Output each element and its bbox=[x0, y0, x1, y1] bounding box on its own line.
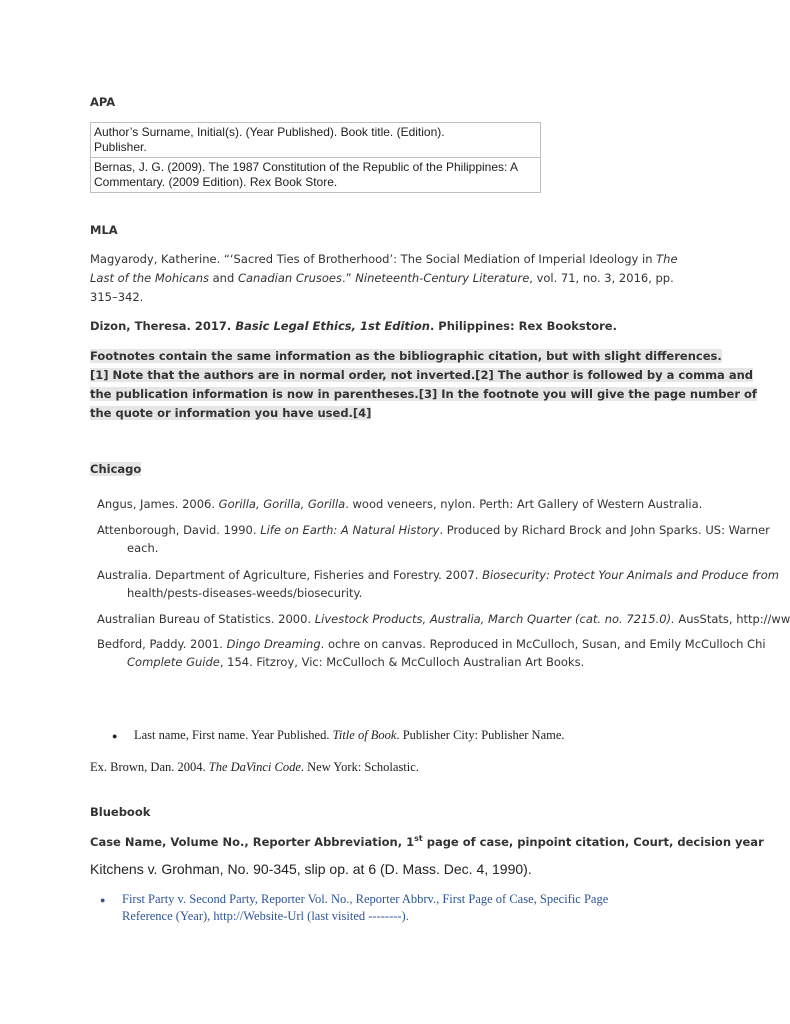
footnote-line: Footnotes contain the same information as the bibliographic citation, but with slight differences. bbox=[90, 349, 722, 363]
format-text: Last name, First name. Year Published. bbox=[134, 728, 333, 742]
citation-title: Complete Guide bbox=[127, 655, 220, 669]
mla-citation-magyarody bbox=[90, 250, 678, 307]
citation-text: , 154. Fitzroy, Vic: McCulloch & McCulloch Australian Art Books. bbox=[219, 655, 585, 669]
bluebook-format bbox=[90, 834, 764, 849]
apa-example-line: Commentary. (2009 Edition). Rex Book Store. bbox=[94, 175, 338, 189]
chicago-format-bullet bbox=[112, 728, 565, 743]
citation-text: . Produced by Richard Brock and John Sparks. US: Warner bbox=[439, 523, 770, 537]
mla-citation-dizon bbox=[90, 319, 617, 333]
format-title: Title of Book bbox=[332, 728, 397, 742]
bullet-icon: ● bbox=[100, 895, 106, 905]
citation-pages: 315–342. bbox=[90, 290, 144, 304]
chicago-citation-abs bbox=[97, 610, 790, 628]
citation-text: Australia. Department of Agriculture, Fisheries and Forestry. 2007. bbox=[97, 568, 483, 582]
table-row bbox=[91, 123, 541, 158]
example-text: . New York: Scholastic. bbox=[300, 760, 419, 774]
apa-format-table bbox=[90, 122, 541, 193]
citation-continuation bbox=[127, 653, 584, 671]
citation-title: Basic Legal Ethics, 1st Edition bbox=[235, 319, 430, 333]
chicago-citation-angus bbox=[97, 495, 702, 513]
apa-template-line: Publisher. bbox=[94, 140, 147, 154]
citation-text: , vol. 71, no. 3, 2016, pp. bbox=[529, 271, 674, 285]
footnotes-note bbox=[90, 347, 757, 423]
chicago-citation-bedford bbox=[97, 635, 766, 653]
citation-text: . wood veneers, nylon. Perth: Art Gallery of Western Australia. bbox=[345, 497, 703, 511]
chicago-example bbox=[90, 760, 419, 775]
apa-example-line: Bernas, J. G. (2009). The 1987 Constitution of the Republic of the Philippines: A bbox=[94, 160, 519, 174]
citation-continuation: health/pests-diseases-weeds/biosecurity. bbox=[127, 586, 363, 600]
citation-text: .” bbox=[341, 271, 356, 285]
citation-journal: Nineteenth-Century Literature bbox=[355, 271, 530, 285]
citation-title: Gorilla, Gorilla, Gorilla bbox=[218, 497, 346, 511]
bluebook-heading: Bluebook bbox=[90, 805, 151, 819]
citation-text: AusStats, http://ww bbox=[674, 612, 790, 626]
table-row bbox=[91, 158, 541, 193]
footnote-line: the quote or information you have used.[4] bbox=[90, 406, 372, 420]
citation-title: The bbox=[656, 252, 678, 266]
citation-title: Biosecurity: Protect Your Animals and Produce from bbox=[482, 568, 779, 582]
format-text: . Publisher City: Publisher Name. bbox=[396, 728, 565, 742]
chicago-citation-australia bbox=[97, 566, 779, 584]
citation-title: Life on Earth: A Natural History bbox=[260, 523, 440, 537]
example-title: The DaVinci Code bbox=[208, 760, 301, 774]
mla-heading: MLA bbox=[90, 223, 118, 237]
bluebook-format-bullet bbox=[100, 891, 608, 924]
example-text: Ex. Brown, Dan. 2004. bbox=[90, 760, 209, 774]
citation-text: . ochre on canvas. Reproduced in McCulloch, Susan, and Emily McCulloch Chi bbox=[320, 637, 766, 651]
citation-title: Canadian Crusoes bbox=[237, 271, 342, 285]
table-cell bbox=[91, 123, 541, 158]
apa-template-line: Author’s Surname, Initial(s). (Year Published). Book title. (Edition). bbox=[94, 125, 445, 139]
citation-title: Last of the Mohicans bbox=[90, 271, 209, 285]
citation-text: Dizon, Theresa. 2017. bbox=[90, 319, 236, 333]
bluebook-example: Kitchens v. Grohman, No. 90-345, slip op. at 6 (D. Mass. Dec. 4, 1990). bbox=[90, 861, 532, 877]
bullet-icon: ● bbox=[112, 731, 118, 741]
format-text: First Party v. Second Party, Reporter Vol. No., Reporter Abbrv., First Page of Case, Specific Page bbox=[122, 892, 609, 906]
format-text: page of case, pinpoint citation, Court, decision year bbox=[422, 834, 764, 849]
citation-text: Bedford, Paddy. 2001. bbox=[97, 637, 227, 651]
citation-text: and bbox=[208, 271, 238, 285]
footnote-line: [1] Note that the authors are in normal order, not inverted.[2] The author is followed by a comma and bbox=[90, 368, 754, 382]
footnote-line: the publication information is now in parentheses.[3] In the footnote you will give the page number of bbox=[90, 387, 757, 401]
citation-text: Magyarody, Katherine. “‘Sacred Ties of Brotherhood’: The Social Mediation of Imperial Ideology in bbox=[90, 252, 657, 266]
citation-continuation: each. bbox=[127, 541, 159, 555]
format-text: Case Name, Volume No., Reporter Abbreviation, 1 bbox=[90, 834, 415, 849]
table-cell bbox=[91, 158, 541, 193]
citation-text: . Philippines: Rex Bookstore. bbox=[429, 319, 617, 333]
format-text: Reference (Year), http://Website-Url (last visited --------). bbox=[122, 909, 409, 923]
apa-heading: APA bbox=[90, 95, 116, 109]
chicago-citation-attenborough bbox=[97, 521, 770, 539]
citation-text: Australian Bureau of Statistics. 2000. bbox=[97, 612, 315, 626]
citation-text: Attenborough, David. 1990. bbox=[97, 523, 261, 537]
format-superscript: st bbox=[414, 834, 423, 843]
citation-text: Angus, James. 2006. bbox=[97, 497, 219, 511]
citation-title: Dingo Dreaming bbox=[226, 637, 321, 651]
chicago-heading: Chicago bbox=[90, 462, 142, 476]
citation-title: Livestock Products, Australia, March Quarter (cat. no. 7215.0). bbox=[314, 612, 675, 626]
